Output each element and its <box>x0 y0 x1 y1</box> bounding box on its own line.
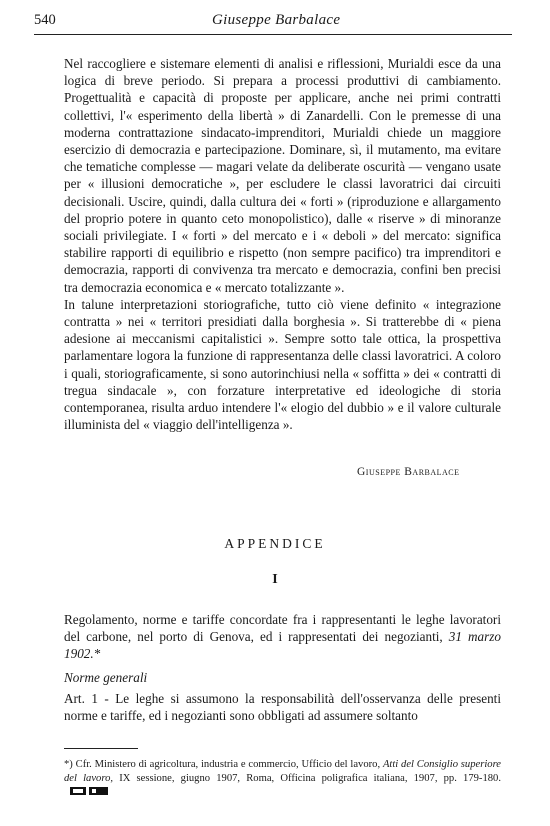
appendix-number: I <box>272 572 278 587</box>
document-title-text: Regolamento, norme e tariffe concordate fra i rappresentanti le leghe lavoratori del carbone, nel porto di Genova, ed i rappresentati dei negozianti, <box>64 612 501 645</box>
paragraph-1: Nel raccogliere e sistemare elementi di analisi e riflessioni, Murialdi esce da una logica di breve periodo. Si prepara a processi produttivi di cambiamento. Progettualità e capacità di proposte per applicare, anche nei primi contratti collettivi, l'« esperimento della libertà » di Zanardelli. Con le premesse di una moderna contrattazione sindacato-imprenditori, Murialdi chiede un maggiore esercizio di democrazia e partecipazione. Dominare, sì, il mutamento, ma evitare che tematiche complesse — magari velate da deliberate oscurità — vengano usate per « illusioni democratiche », per escludere le classi lavoratrici dai circuiti decisionali. Uscire, quindi, dalla cultura dei « forti » (riproduzione e allargamento del proprio potere in quanto ceto monopolistico), dalle « riserve » di minoranze sociali privilegiate. I « forti » del mercato e i « deboli » del mercato: significa stabilire rapporti di equilibrio e rispetto (non sempre pacifico) tra imprenditori e democrazia, rapporti di convivenza tra mercato e democrazia, confini ben precisi tra democrazia economica e « mercato totalizzante ». <box>64 56 501 295</box>
appendix-heading: APPENDICE <box>224 536 326 551</box>
document-date: 31 marzo 1902.* <box>64 629 501 662</box>
running-head: Giuseppe Barbalace <box>212 12 341 28</box>
article-1: Art. 1 - Le leghe si assumono la responsabilità dell'osservanza delle presenti norme e tariffe, ed i negozianti sono obbligati ad assumere soltanto <box>64 691 501 724</box>
footnote-marker: *) <box>64 759 73 770</box>
footnote <box>64 758 501 800</box>
header-rule <box>34 34 512 35</box>
library-stamp-icon <box>70 786 108 801</box>
footnote-text-b: IX sessione, giugno 1907, Roma, Officina poligrafica italiana, 1907, pp. 179-180. <box>113 772 501 784</box>
footnote-rule <box>64 748 138 749</box>
section-heading: Norme generali <box>64 670 148 685</box>
paragraph-2: In talune interpretazioni storiografiche, tutto ciò viene definito « integrazione contratta » nei « territori presidiati dalla borghesia ». Si tratterebbe di « piena adesione ai meccanismi capitalistici ». Sempre sotto tale ottica, la prospettiva parlamentare logora la funzione di rappresentanza delle classi lavoratrici. A coloro i quali, storiograficamente, si sono autorinchiusi nella « soffitta » dei « contratti di tregua sindacale », con forzature interpretative ed ideologiche di storia contemporanea, risulta arduo intendere l'« elogio del dubbio » e il valore culturale illuminista del « viaggio dell'intelligenza ». <box>64 296 501 433</box>
author-signature: Giuseppe Barbalace <box>357 466 460 478</box>
footnote-text-a: Cfr. Ministero di agricoltura, industria e commercio, Ufficio del lavoro, <box>72 759 383 770</box>
page-number: 540 <box>34 12 56 28</box>
footnote-italic-title: Atti del Consiglio superiore del lavoro, <box>64 759 502 784</box>
document-title <box>64 611 501 663</box>
essay-body <box>64 55 501 433</box>
